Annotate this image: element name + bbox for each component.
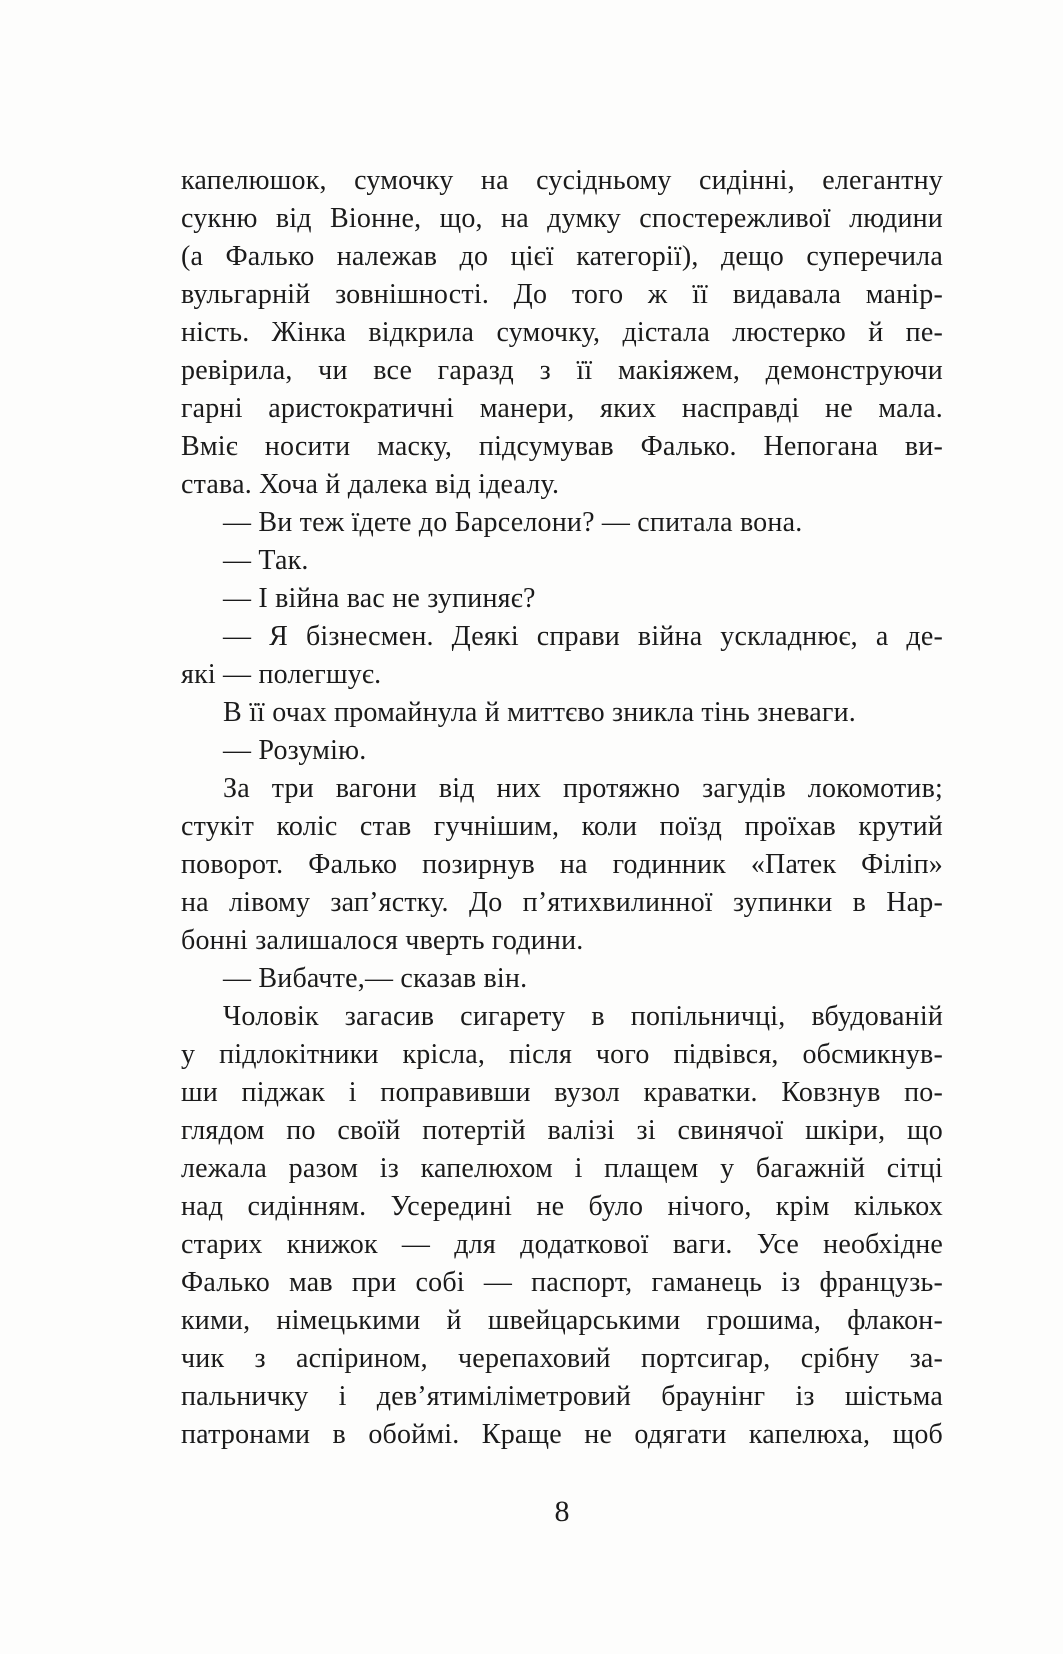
text-line: глядом по своїй потертій валізі зі свинячої шкіри, що bbox=[181, 1115, 943, 1146]
text-line: ши піджак і поправивши вузол краватки. Ковзнув по- bbox=[181, 1077, 943, 1108]
text-line: В її очах промайнула й миттєво зникла тінь зневаги. bbox=[223, 697, 856, 728]
text-line: Вміє носити маску, підсумував Фалько. Непогана ви- bbox=[181, 431, 943, 462]
text-line: у підлокітники крісла, після чого підвівся, обсмикнув- bbox=[181, 1039, 943, 1070]
text-line: кими, німецькими й швейцарськими грошима, флакон- bbox=[181, 1305, 943, 1336]
text-line: (а Фалько належав до цієї категорії), дещо суперечила bbox=[181, 241, 943, 272]
text-block bbox=[181, 162, 943, 1454]
text-line: стукіт коліс став гучнішим, коли поїзд проїхав крутий bbox=[181, 811, 943, 842]
text-line: поворот. Фалько позирнув на годинник «Патек Філіп» bbox=[181, 849, 943, 880]
text-line: — Розумію. bbox=[223, 735, 367, 766]
text-line: патронами в обоймі. Краще не одягати капелюха, щоб bbox=[181, 1419, 943, 1450]
text-line: — Ви теж їдете до Барселони? — спитала вона. bbox=[223, 507, 803, 538]
text-line: — І війна вас не зупиняє? bbox=[223, 583, 536, 614]
text-line: става. Хоча й далека від ідеалу. bbox=[181, 469, 560, 500]
text-line: ність. Жінка відкрила сумочку, дістала люстерко й пе- bbox=[181, 317, 943, 348]
text-line: — Вибачте,— сказав він. bbox=[223, 963, 528, 994]
text-line: гарні аристократичні манери, яких насправді не мала. bbox=[181, 393, 943, 424]
text-line: Чоловік загасив сигарету в попільничці, вбудованій bbox=[223, 1001, 943, 1032]
text-line: бонні залишалося чверть години. bbox=[181, 925, 584, 956]
text-line: чик з аспірином, черепаховий портсигар, срібну за- bbox=[181, 1343, 943, 1374]
text-line: ревірила, чи все гаразд з її макіяжем, демонструючи bbox=[181, 355, 943, 386]
page-number: 8 bbox=[554, 1495, 570, 1528]
text-line: вульгарній зовнішності. До того ж її видавала манір- bbox=[181, 279, 943, 310]
text-line: над сидінням. Усередині не було нічого, крім кількох bbox=[181, 1191, 943, 1222]
text-line: — Так. bbox=[223, 545, 309, 576]
text-line: Фалько мав при собі — паспорт, гаманець із французь- bbox=[181, 1267, 943, 1298]
text-line: За три вагони від них протяжно загудів локомотив; bbox=[223, 773, 943, 804]
text-line: сукню від Віонне, що, на думку спостережливої людини bbox=[181, 203, 943, 234]
text-line: — Я бізнесмен. Деякі справи війна ускладнює, а де- bbox=[223, 621, 943, 652]
text-line: лежала разом із капелюхом і плащем у багажній сітці bbox=[181, 1153, 943, 1184]
text-line: на лівому зап’ястку. До п’ятихвилинної зупинки в Нар- bbox=[181, 887, 943, 918]
text-line: пальничку і дев’ятиміліметровий браунінг із шістьма bbox=[181, 1381, 943, 1412]
text-line: капелюшок, сумочку на сусідньому сидінні, елегантну bbox=[181, 165, 943, 196]
text-line: які — полегшує. bbox=[181, 659, 382, 690]
text-line: старих книжок — для додаткової ваги. Усе необхідне bbox=[181, 1229, 943, 1260]
